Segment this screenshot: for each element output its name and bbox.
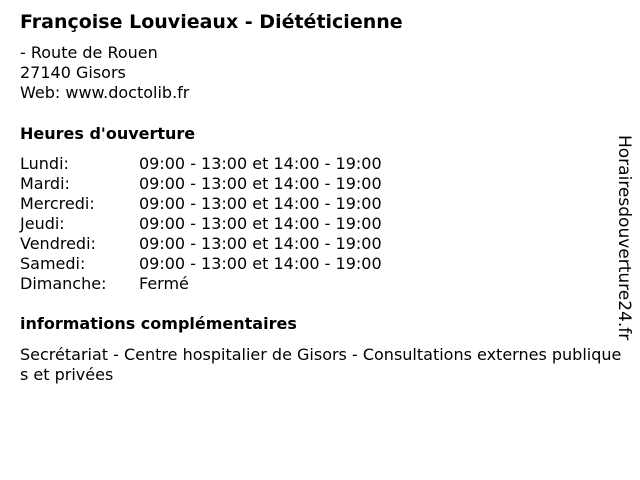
day-label: Dimanche: bbox=[20, 274, 107, 293]
hours-row-sunday bbox=[20, 274, 440, 294]
hours-row-monday bbox=[20, 154, 440, 174]
day-label: Samedi: bbox=[20, 254, 86, 273]
page-title: Françoise Louvieaux - Diététicienne bbox=[20, 11, 403, 33]
watermark: Horairesdouverture24.fr bbox=[614, 135, 634, 341]
day-hours: 09:00 - 13:00 et 14:00 - 19:00 bbox=[139, 234, 382, 253]
hours-row-saturday bbox=[20, 254, 440, 274]
hours-list bbox=[20, 154, 440, 294]
day-hours: Fermé bbox=[139, 274, 189, 293]
day-hours: 09:00 - 13:00 et 14:00 - 19:00 bbox=[139, 174, 382, 193]
day-label: Lundi: bbox=[20, 154, 69, 173]
address-street: - Route de Rouen bbox=[20, 43, 158, 62]
hours-row-friday bbox=[20, 234, 440, 254]
day-hours: 09:00 - 13:00 et 14:00 - 19:00 bbox=[139, 214, 382, 233]
hours-row-tuesday bbox=[20, 174, 440, 194]
day-label: Jeudi: bbox=[20, 214, 65, 233]
day-label: Mardi: bbox=[20, 174, 70, 193]
info-text: Secrétariat - Centre hospitalier de Gisors - Consultations externes publiques et privées bbox=[20, 345, 622, 384]
address-block bbox=[20, 43, 189, 103]
hours-row-wednesday bbox=[20, 194, 440, 214]
info-heading: informations complémentaires bbox=[20, 314, 297, 333]
day-hours: 09:00 - 13:00 et 14:00 - 19:00 bbox=[139, 154, 382, 173]
day-label: Vendredi: bbox=[20, 234, 96, 253]
day-label: Mercredi: bbox=[20, 194, 95, 213]
address-city: 27140 Gisors bbox=[20, 63, 126, 82]
day-hours: 09:00 - 13:00 et 14:00 - 19:00 bbox=[139, 194, 382, 213]
address-web: Web: www.doctolib.fr bbox=[20, 83, 190, 102]
day-hours: 09:00 - 13:00 et 14:00 - 19:00 bbox=[139, 254, 382, 273]
hours-row-thursday bbox=[20, 214, 440, 234]
hours-heading: Heures d'ouverture bbox=[20, 124, 196, 143]
